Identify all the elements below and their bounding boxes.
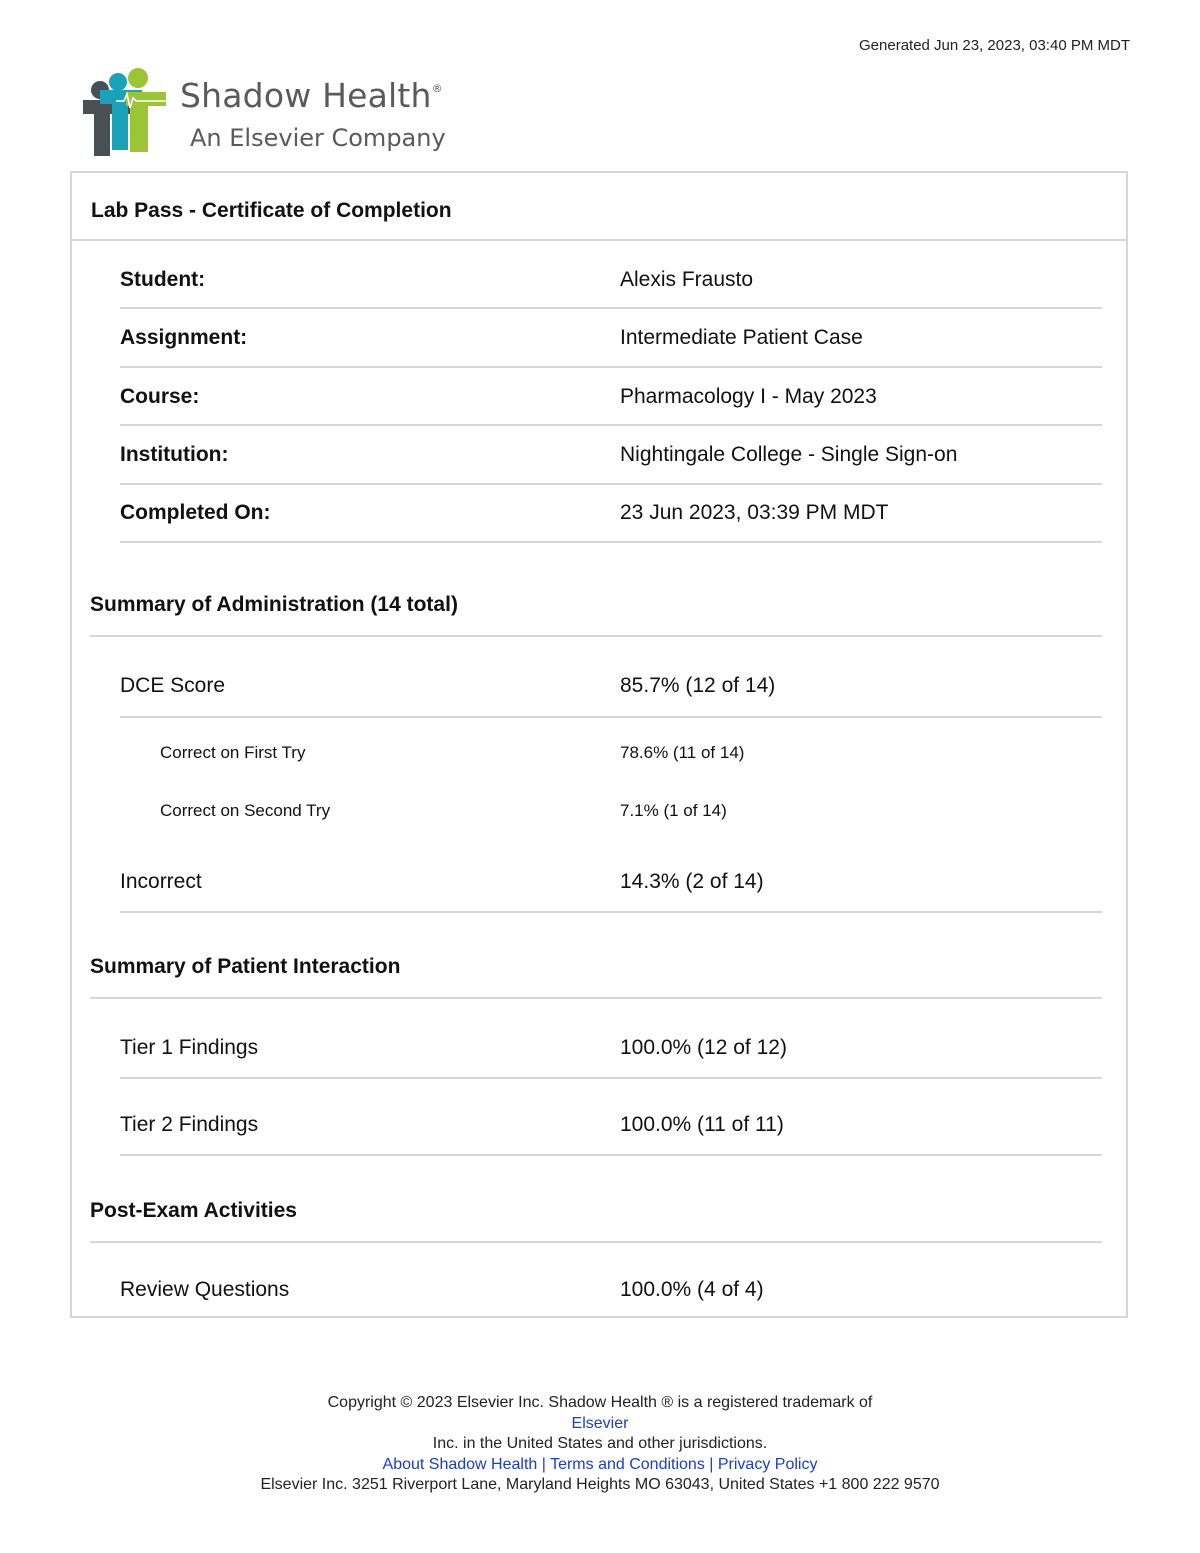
tier1-row bbox=[120, 1001, 1102, 1079]
row-label: DCE Score bbox=[120, 674, 226, 697]
row-label: Correct on Second Try bbox=[160, 801, 331, 820]
info-row-assignment bbox=[120, 309, 1102, 368]
generated-timestamp: Generated Jun 23, 2023, 03:40 PM MDT bbox=[859, 37, 1130, 54]
second-try-row bbox=[120, 801, 1102, 825]
info-label: Course: bbox=[120, 385, 200, 408]
privacy-policy-link[interactable]: Privacy Policy bbox=[717, 1455, 818, 1473]
incorrect-row bbox=[120, 863, 1102, 913]
info-value: Intermediate Patient Case bbox=[620, 326, 863, 349]
row-label: Tier 2 Findings bbox=[120, 1113, 259, 1136]
terms-and-conditions-link[interactable]: Terms and Conditions bbox=[550, 1455, 705, 1473]
info-row-student bbox=[120, 245, 1102, 309]
row-value: 85.7% (12 of 14) bbox=[620, 674, 776, 697]
row-value: 7.1% (1 of 14) bbox=[620, 801, 727, 820]
brand-name: Shadow Health® bbox=[180, 76, 443, 115]
footer bbox=[0, 1393, 1200, 1496]
row-value: 100.0% (12 of 12) bbox=[620, 1036, 787, 1059]
row-value: 78.6% (11 of 14) bbox=[620, 743, 745, 762]
info-row-course bbox=[120, 368, 1102, 426]
info-value: Alexis Frausto bbox=[620, 268, 754, 291]
section-heading-post-exam: Post-Exam Activities bbox=[90, 1199, 1102, 1243]
certificate-card bbox=[70, 171, 1128, 1318]
footer-link-separator: | bbox=[537, 1455, 551, 1473]
footer-link-separator: | bbox=[704, 1455, 718, 1473]
footer-address: Elsevier Inc. 3251 Riverport Lane, Maryland Heights MO 63043, United States +1 800 222 9570 bbox=[260, 1476, 940, 1493]
footer-copyright: Copyright © 2023 Elsevier Inc. Shadow Health ® is a registered trademark of bbox=[327, 1394, 873, 1411]
elsevier-link[interactable]: Elsevier bbox=[571, 1414, 629, 1432]
first-try-row bbox=[120, 743, 1102, 767]
row-label: Tier 1 Findings bbox=[120, 1036, 259, 1059]
row-value: 100.0% (11 of 11) bbox=[620, 1113, 784, 1136]
info-label: Student: bbox=[120, 268, 206, 291]
review-questions-row bbox=[120, 1245, 1102, 1305]
row-value: 14.3% (2 of 14) bbox=[620, 870, 764, 893]
dce-score-row bbox=[120, 639, 1102, 718]
about-shadow-health-link[interactable]: About Shadow Health bbox=[382, 1455, 538, 1473]
section-heading-administration: Summary of Administration (14 total) bbox=[90, 593, 1102, 637]
info-value: 23 Jun 2023, 03:39 PM MDT bbox=[620, 501, 889, 524]
info-row-institution bbox=[120, 426, 1102, 485]
shadow-health-logo bbox=[80, 68, 460, 160]
info-label: Completed On: bbox=[120, 501, 271, 524]
info-row-completed-on bbox=[120, 485, 1102, 543]
tier2-row bbox=[120, 1079, 1102, 1156]
footer-jurisdictions: Inc. in the United States and other jurisdictions. bbox=[432, 1435, 768, 1452]
brand-subtitle: An Elsevier Company bbox=[190, 124, 446, 152]
row-label: Correct on First Try bbox=[160, 743, 306, 762]
section-heading-patient-interaction: Summary of Patient Interaction bbox=[90, 955, 1102, 999]
footer-links bbox=[0, 1455, 1200, 1476]
shadow-health-logo-icon bbox=[80, 68, 180, 160]
info-label: Institution: bbox=[120, 443, 229, 466]
certificate-title: Lab Pass - Certificate of Completion bbox=[72, 173, 1126, 241]
info-value: Nightingale College - Single Sign-on bbox=[620, 443, 958, 466]
info-label: Assignment: bbox=[120, 326, 248, 349]
row-label: Incorrect bbox=[120, 870, 202, 893]
info-value: Pharmacology I - May 2023 bbox=[620, 385, 877, 408]
row-label: Review Questions bbox=[120, 1278, 290, 1301]
row-value: 100.0% (4 of 4) bbox=[620, 1278, 764, 1301]
